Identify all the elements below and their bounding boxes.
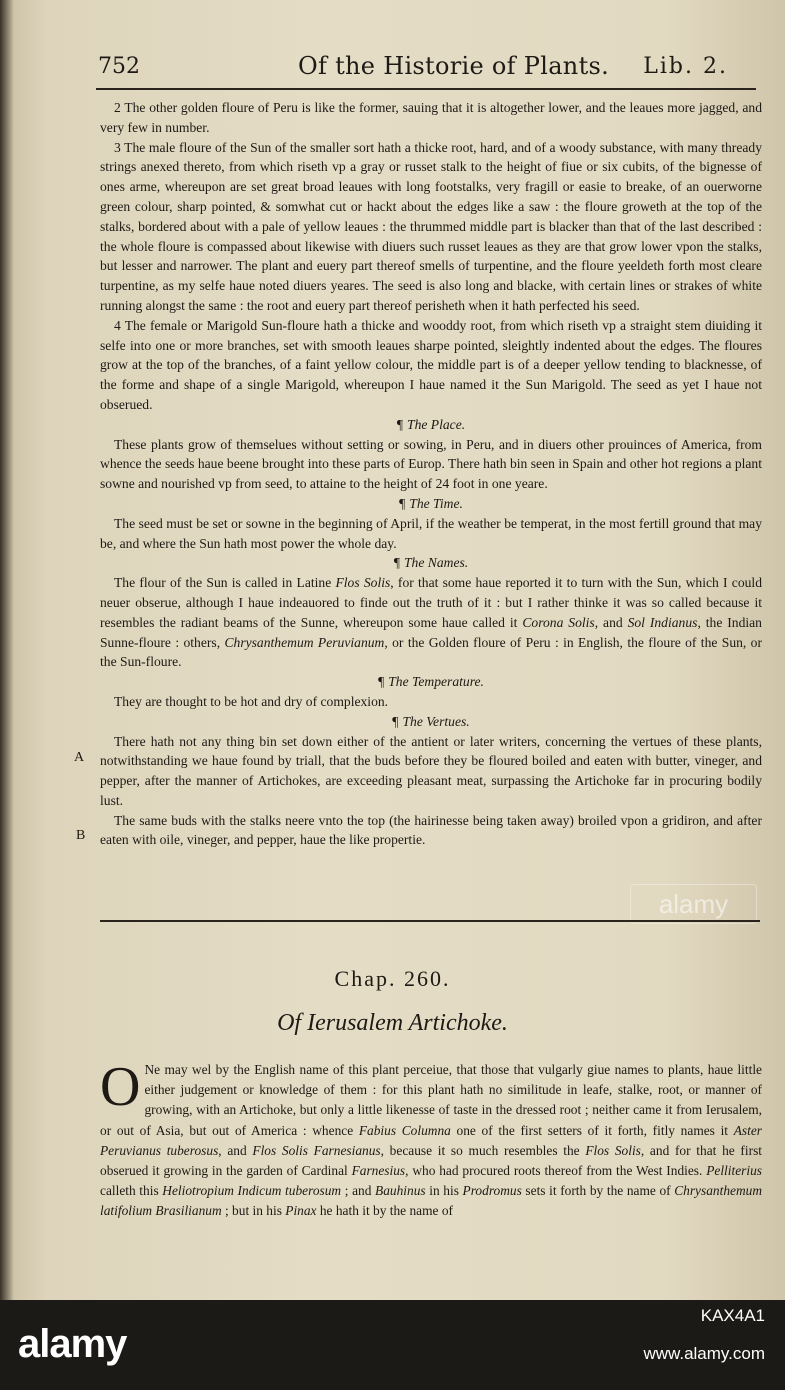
running-header bbox=[98, 50, 758, 84]
page-gutter-shadow bbox=[0, 0, 14, 1300]
book-number: Lib. 2. bbox=[643, 54, 728, 79]
margin-letter-a: A bbox=[74, 750, 85, 765]
drop-capital: O bbox=[100, 1056, 141, 1118]
chapter-label: Chap. 260. bbox=[334, 966, 451, 991]
header-rule bbox=[96, 88, 756, 90]
main-text-block bbox=[100, 98, 762, 850]
margin-letter-b: B bbox=[76, 828, 86, 843]
image-id: KAX4A1 bbox=[700, 1306, 765, 1325]
vertue-b-text: The same buds with the stalks neere vnto the top (the hairinesse being taken away) broiled vpon a gridiron, and after eaten with oile, vineger, and pepper, haue the like propertie. bbox=[100, 812, 762, 848]
site-url: www.alamy.com bbox=[643, 1344, 765, 1363]
place-text: These plants grow of themselues without setting or sowing, in Peru, and in diuers other prouinces of America, from whence the seeds haue beene brought into these parts of Europ. There hath bin seen in Spain and other hot regions a plant sowne and nourished vp from seed, to attaine to the height of 24 foot in one yeare. bbox=[100, 436, 762, 492]
chapter-rule bbox=[100, 920, 760, 922]
paragraph-4: 4 The female or Marigold Sun-floure hath a thicke and wooddy root, from which riseth vp a straight stem diuiding it selfe into one or more branches, set with smooth leaues sharpe pointed, sleightly indented about the edges. The floures grow at the top of the branches, of a faint yellow colour, the middle part is of a deeper yellow tending to blacknesse, of the forme and shape of a single Marigold, whereupon I haue named it the Sun Marigold. The seed as yet I haue not obserued. bbox=[100, 317, 762, 412]
chapter-title: Of Ierusalem Artichoke. bbox=[277, 1010, 508, 1036]
chapter-body bbox=[100, 1056, 763, 1222]
names-text: The flour of the Sun is called in Latine Flos Solis, for that some haue reported it to turn with the Sun, which I could neuer obserue, although I haue indeauored to finde out the truth of it : but I rather thinke it was so called because it resembles the radiant beams of the Sunne, whereupon some haue called it Corona Solis, and Sol Indianus, the Indian Sunne-floure : others, Chrysanthemum Peruvianum, or the Golden floure of Peru : in English, the floure of the Sun, or the Sun-floure. bbox=[100, 575, 763, 670]
section-heading-vertues: ¶ The Vertues. bbox=[392, 713, 470, 729]
paragraph-2: 2 The other golden floure of Peru is like the former, sauing that it is altogether lower, and the leaues more jagged, and very few in number. bbox=[100, 100, 762, 135]
vertue-a-text: There hath not any thing bin set down either of the antient or later writers, concerning the vertues of these plants, notwithstanding we haue found by triall, that the buds before they be floured boiled and eaten with butter, vineger, and pepper, after the manner of Artichokes, are exceeding pleasant meat, surpassing the Artichoke far in procuring bodily lust. bbox=[100, 733, 762, 808]
section-heading-temperature: ¶ The Temperature. bbox=[378, 674, 484, 690]
alamy-logo: alamy bbox=[18, 1322, 127, 1366]
temperature-text: They are thought to be hot and dry of complexion. bbox=[114, 693, 389, 709]
page-number: 752 bbox=[98, 54, 140, 79]
time-text: The seed must be set or sowne in the beginning of April, if the weather be temperat, in the most fertill ground that may be, and where the Sun hath most power the whole day. bbox=[100, 515, 762, 551]
section-heading-place: ¶ The Place. bbox=[396, 416, 466, 432]
section-heading-time: ¶ The Time. bbox=[399, 495, 463, 511]
running-title: Of the Historie of Plants. bbox=[298, 52, 610, 80]
section-heading-names: ¶ The Names. bbox=[393, 555, 469, 571]
chapter-paragraph: O Ne may wel by the English name of this plant perceiue, that those that vulgarly giue names to plants, haue little either judgement or knowledge of them : for this plant hath no similitude in leafe, stalke, root, or manner of growing, with an Artichoke, but only a little likenesse of taste in the dressed root ; neither came it from Ierusalem, or out of Asia, but out of America : whence Fabius Columna one of the first setters of it forth, fitly names it Aster Peruvianus tuberosus, and Flos Solis Farnesianus, because it so much resembles the Flos Solis, and for that he first obserued it growing in the garden of Cardinal Farnesius, who had procured roots thereof from the West Indies. Pelliterius calleth this Heliotropium Indicum tuberosum ; and Bauhinus in his Prodromus sets it forth by the name of Chrysanthemum latifolium Brasilianum ; but in his Pinax he hath it by the name of bbox=[100, 1056, 763, 1219]
paragraph-3: 3 The male floure of the Sun of the smaller sort hath a thicke root, hard, and of a woody substance, with many thready strings anexed thereto, from which riseth vp a gray or russet stalk to the height of fiue or six cubits, of the bignesse of ones arme, whereupon are set great broad leaues with long footstalks, very fragill or easie to breake, of an ouerworne green colour, sharp pointed, & somwhat cut or hackt about the edges like a saw : the floure groweth at the top of the stalks, bordered about with a pale of yellow leaues : the thrummed middle part is blacker than that of the last described : the whole floure is compassed about likewise with diuers such russet leaues as they are that grow lower vpon the stalks, but lesser and narrower. The plant and euery part thereof smells of turpentine, and the floure yeeldeth forth most cleare turpentine, as my selfe haue noted diuers yeares. The seed is also long and blacke, with certain lines or strakes of white running alongst the same : the root and euery part thereof perisheth when it hath perfected his seed. bbox=[100, 139, 762, 313]
alamy-watermark: alamy bbox=[630, 884, 757, 924]
